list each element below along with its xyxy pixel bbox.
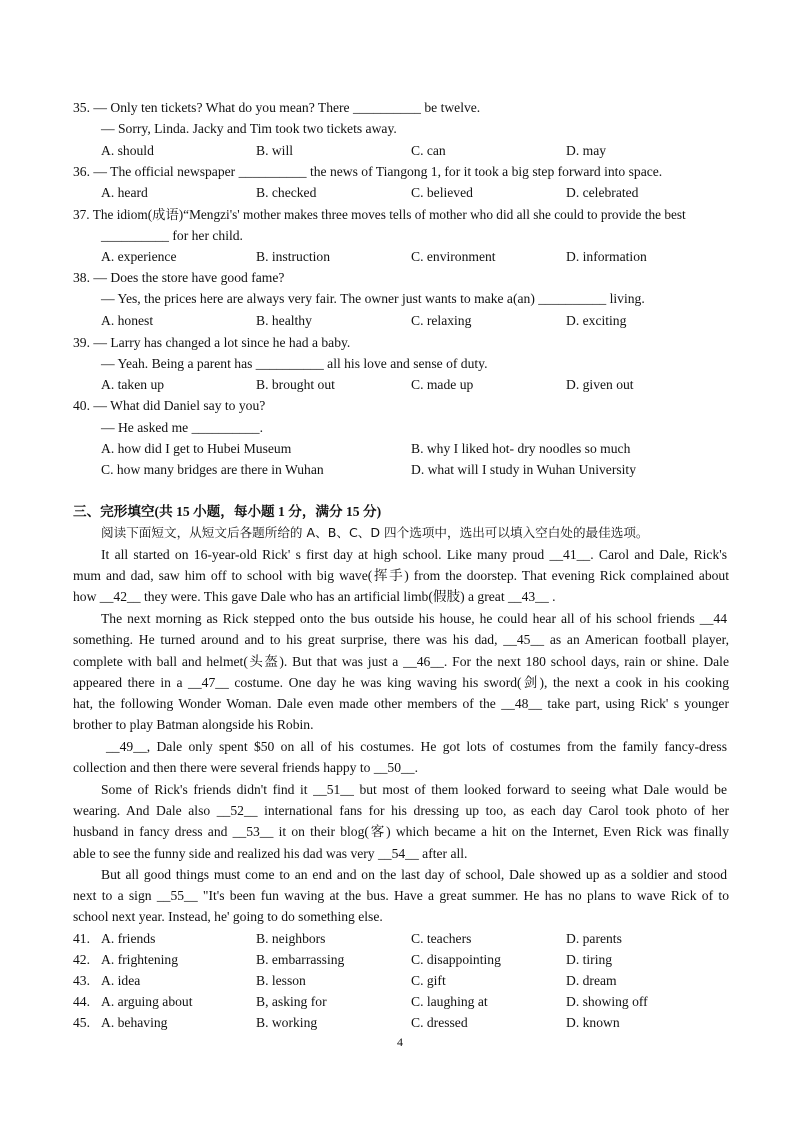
section-title: 三、完形填空(共 15 小题，每小题 1 分，满分 15 分) (73, 504, 382, 519)
q38-option-a: A. honest (101, 313, 154, 328)
cloze-option-d: D. showing off (566, 994, 648, 1009)
q40-option-a: A. how did I get to Hubei Museum (101, 441, 292, 456)
q35-option-b: B. will (256, 143, 294, 158)
passage-line: husband in fancy dress and __53__ it on their blog(客) which became a hit on the Internet, Even Rick was finally (73, 824, 729, 839)
cloze-option-a: A. idea (101, 973, 141, 988)
q38-option-c: C. relaxing (411, 313, 472, 328)
q38-stem: 38. — Does the store have good fame? (73, 270, 285, 285)
passage-line: appeared there in a __47__ costume. One day he was king waving his sword(剑), the next a cook in his cooking (73, 675, 729, 690)
cloze-option-c: C. dressed (411, 1015, 468, 1030)
q37-option-d: D. information (566, 249, 647, 264)
passage-line: able to see the funny side and realized his dad was very __54__ after all. (73, 846, 468, 861)
q37-option-b: B. instruction (256, 249, 331, 264)
cloze-option-a: A. arguing about (101, 994, 193, 1009)
passage-line: hat, the following Wonder Woman. Dale even made other members of the __48__ take part, using Rick' s younger (73, 696, 729, 711)
passage-line: next to a sign __55__ "It's been fun waving at the bus. Have a great summer. He has no plans to wave Rick of to (73, 888, 729, 903)
cloze-option-a: A. friends (101, 931, 156, 946)
passage-line: wearing. And Dale also __52__ international fans for his dressing up too, as each day Carol took photo of her (73, 803, 729, 818)
q35-stem: 35. — Only ten tickets? What do you mean? There __________ be twelve. (73, 100, 481, 115)
q39-option-a: A. taken up (101, 377, 165, 392)
q35-option-d: D. may (566, 143, 607, 158)
q35-reply: — Sorry, Linda. Jacky and Tim took two tickets away. (101, 121, 397, 136)
q36-option-a: A. heard (101, 185, 148, 200)
cloze-option-d: D. known (566, 1015, 620, 1030)
cloze-number: 42. (73, 952, 90, 967)
q39-reply: — Yeah. Being a parent has __________ all his love and sense of duty. (101, 356, 488, 371)
q39-stem: 39. — Larry has changed a lot since he had a baby. (73, 335, 351, 350)
cloze-number: 44. (73, 994, 90, 1009)
q39-option-b: B. brought out (256, 377, 335, 392)
passage-line: But all good things must come to an end and on the last day of school, Dale showed up as a soldier and stood (101, 867, 727, 882)
q37-stem: 37. The idiom(成语)“Mengzi's' mother makes three moves tells of mother who did all she could to provide the best (73, 207, 686, 222)
page-number: 4 (397, 1035, 403, 1049)
q35-option-c: C. can (411, 143, 446, 158)
q37-option-c: C. environment (411, 249, 496, 264)
cloze-option-b: B. neighbors (256, 931, 326, 946)
q37-stem-cont: __________ for her child. (101, 228, 243, 243)
q39-option-c: C. made up (411, 377, 474, 392)
passage-line: something. He turned around and to his great surprise, there was his dad, __45__ as an American football player, (73, 632, 729, 647)
cloze-option-b: B, asking for (256, 994, 327, 1009)
passage-line: mum and dad, saw him off to school with big wave(挥手) from the doorstep. That evening Rick complained about (73, 568, 729, 583)
cloze-option-c: C. laughing at (411, 994, 488, 1009)
passage-line: __49__, Dale only spent $50 on all of his costumes. He got lots of costumes from the family fancy-dress (106, 739, 727, 754)
cloze-option-d: D. parents (566, 931, 622, 946)
q40-option-d: D. what will I study in Wuhan University (411, 462, 636, 477)
cloze-option-b: B. lesson (256, 973, 306, 988)
passage-line: brother to play Batman alongside his Robin. (73, 717, 314, 732)
q38-option-d: D. exciting (566, 313, 627, 328)
passage-line: The next morning as Rick stepped onto the bus outside his house, he could hear all of his school friends __44 (101, 611, 727, 626)
cloze-option-d: D. dream (566, 973, 617, 988)
passage-line: collection and then there were several friends happy to __50__. (73, 760, 419, 775)
cloze-option-b: B. working (256, 1015, 318, 1030)
q37-option-a: A. experience (101, 249, 177, 264)
q40-reply: — He asked me __________. (101, 420, 263, 435)
cloze-option-c: C. disappointing (411, 952, 501, 967)
cloze-option-d: D. tiring (566, 952, 613, 967)
passage-line: It all started on 16-year-old Rick' s first day at high school. Like many proud __41__. Carol and Dale, Rick's (101, 547, 727, 562)
cloze-number: 41. (73, 931, 90, 946)
passage-line: Some of Rick's friends didn't find it __51__ but most of them looked forward to seeing what Dale would be (101, 782, 727, 797)
passage-line: school next year. Instead, he' going to do something else. (73, 909, 383, 924)
q36-option-d: D. celebrated (566, 185, 639, 200)
cloze-number: 43. (73, 973, 90, 988)
cloze-option-a: A. frightening (101, 952, 179, 967)
passage-line: complete with ball and helmet(头盔). But that was just a __46__. For the next 180 school days, rain or shine. Dale (73, 654, 729, 669)
cloze-number: 45. (73, 1015, 90, 1030)
q40-stem: 40. — What did Daniel say to you? (73, 398, 266, 413)
q36-option-c: C. believed (411, 185, 473, 200)
q36-option-b: B. checked (256, 185, 317, 200)
cloze-option-c: C. gift (411, 973, 446, 988)
passage-line: how __42__ they were. This gave Dale who has an artificial limb(假肢) a great __43__ . (73, 589, 556, 604)
q40-option-c: C. how many bridges are there in Wuhan (101, 462, 324, 477)
q36-stem: 36. — The official newspaper __________ the news of Tiangong 1, for it took a big step forward into space. (73, 164, 663, 179)
cloze-option-a: A. behaving (101, 1015, 168, 1030)
q39-option-d: D. given out (566, 377, 634, 392)
section-instruction: 阅读下面短文，从短文后各题所给的 A、B、C、D 四个选项中，选出可以填入空白处的最佳选项。 (101, 525, 649, 540)
cloze-option-b: B. embarrassing (256, 952, 345, 967)
cloze-option-c: C. teachers (411, 931, 472, 946)
q40-option-b: B. why I liked hot- dry noodles so much (411, 441, 631, 456)
q38-reply: — Yes, the prices here are always very fair. The owner just wants to make a(an) __________ living. (101, 291, 645, 306)
q38-option-b: B. healthy (256, 313, 312, 328)
q35-option-a: A. should (101, 143, 154, 158)
